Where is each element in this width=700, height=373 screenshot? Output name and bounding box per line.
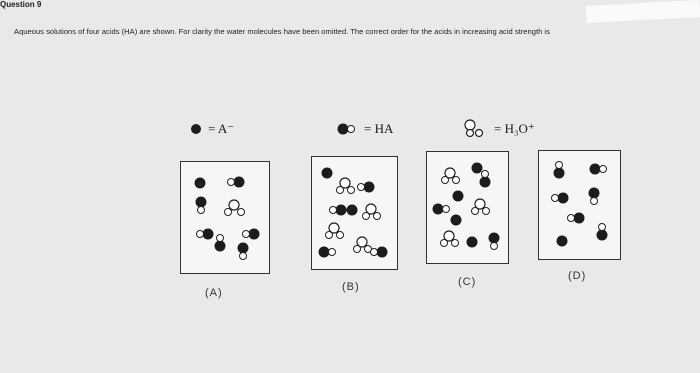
panel-label-c: (C) bbox=[458, 276, 477, 288]
legend-hydronium-label: = H₃O⁺ bbox=[494, 121, 535, 136]
panel-label-a: (A) bbox=[205, 287, 223, 299]
solution-box-a bbox=[180, 161, 270, 274]
solution-box-b bbox=[311, 156, 398, 270]
legend-anion bbox=[190, 118, 234, 140]
panel-b-molecules bbox=[312, 157, 397, 269]
panel-label-b: (B) bbox=[342, 281, 360, 293]
anion-icon bbox=[190, 123, 202, 135]
redacted-area bbox=[586, 0, 700, 23]
panel-d-molecules bbox=[539, 151, 620, 259]
legend-acid-label: = HA bbox=[364, 121, 394, 136]
question-prompt: Aqueous solutions of four acids (HA) are shown. For clarity the water molecules have been omitted. The correct order for the acids in increasing acid strength is bbox=[14, 27, 550, 36]
legend-anion-label: = A⁻ bbox=[208, 121, 235, 136]
panel-a-molecules bbox=[181, 162, 269, 273]
panel-c-molecules bbox=[427, 152, 508, 263]
solution-box-d bbox=[538, 150, 621, 260]
panel-label-d: (D) bbox=[568, 270, 587, 282]
acid-molecule-icon bbox=[336, 122, 358, 136]
solution-box-c bbox=[426, 151, 509, 264]
legend-hydronium bbox=[462, 118, 535, 140]
hydronium-icon bbox=[462, 119, 488, 139]
question-number: Question 9 bbox=[0, 0, 42, 9]
legend-acid bbox=[336, 118, 393, 140]
